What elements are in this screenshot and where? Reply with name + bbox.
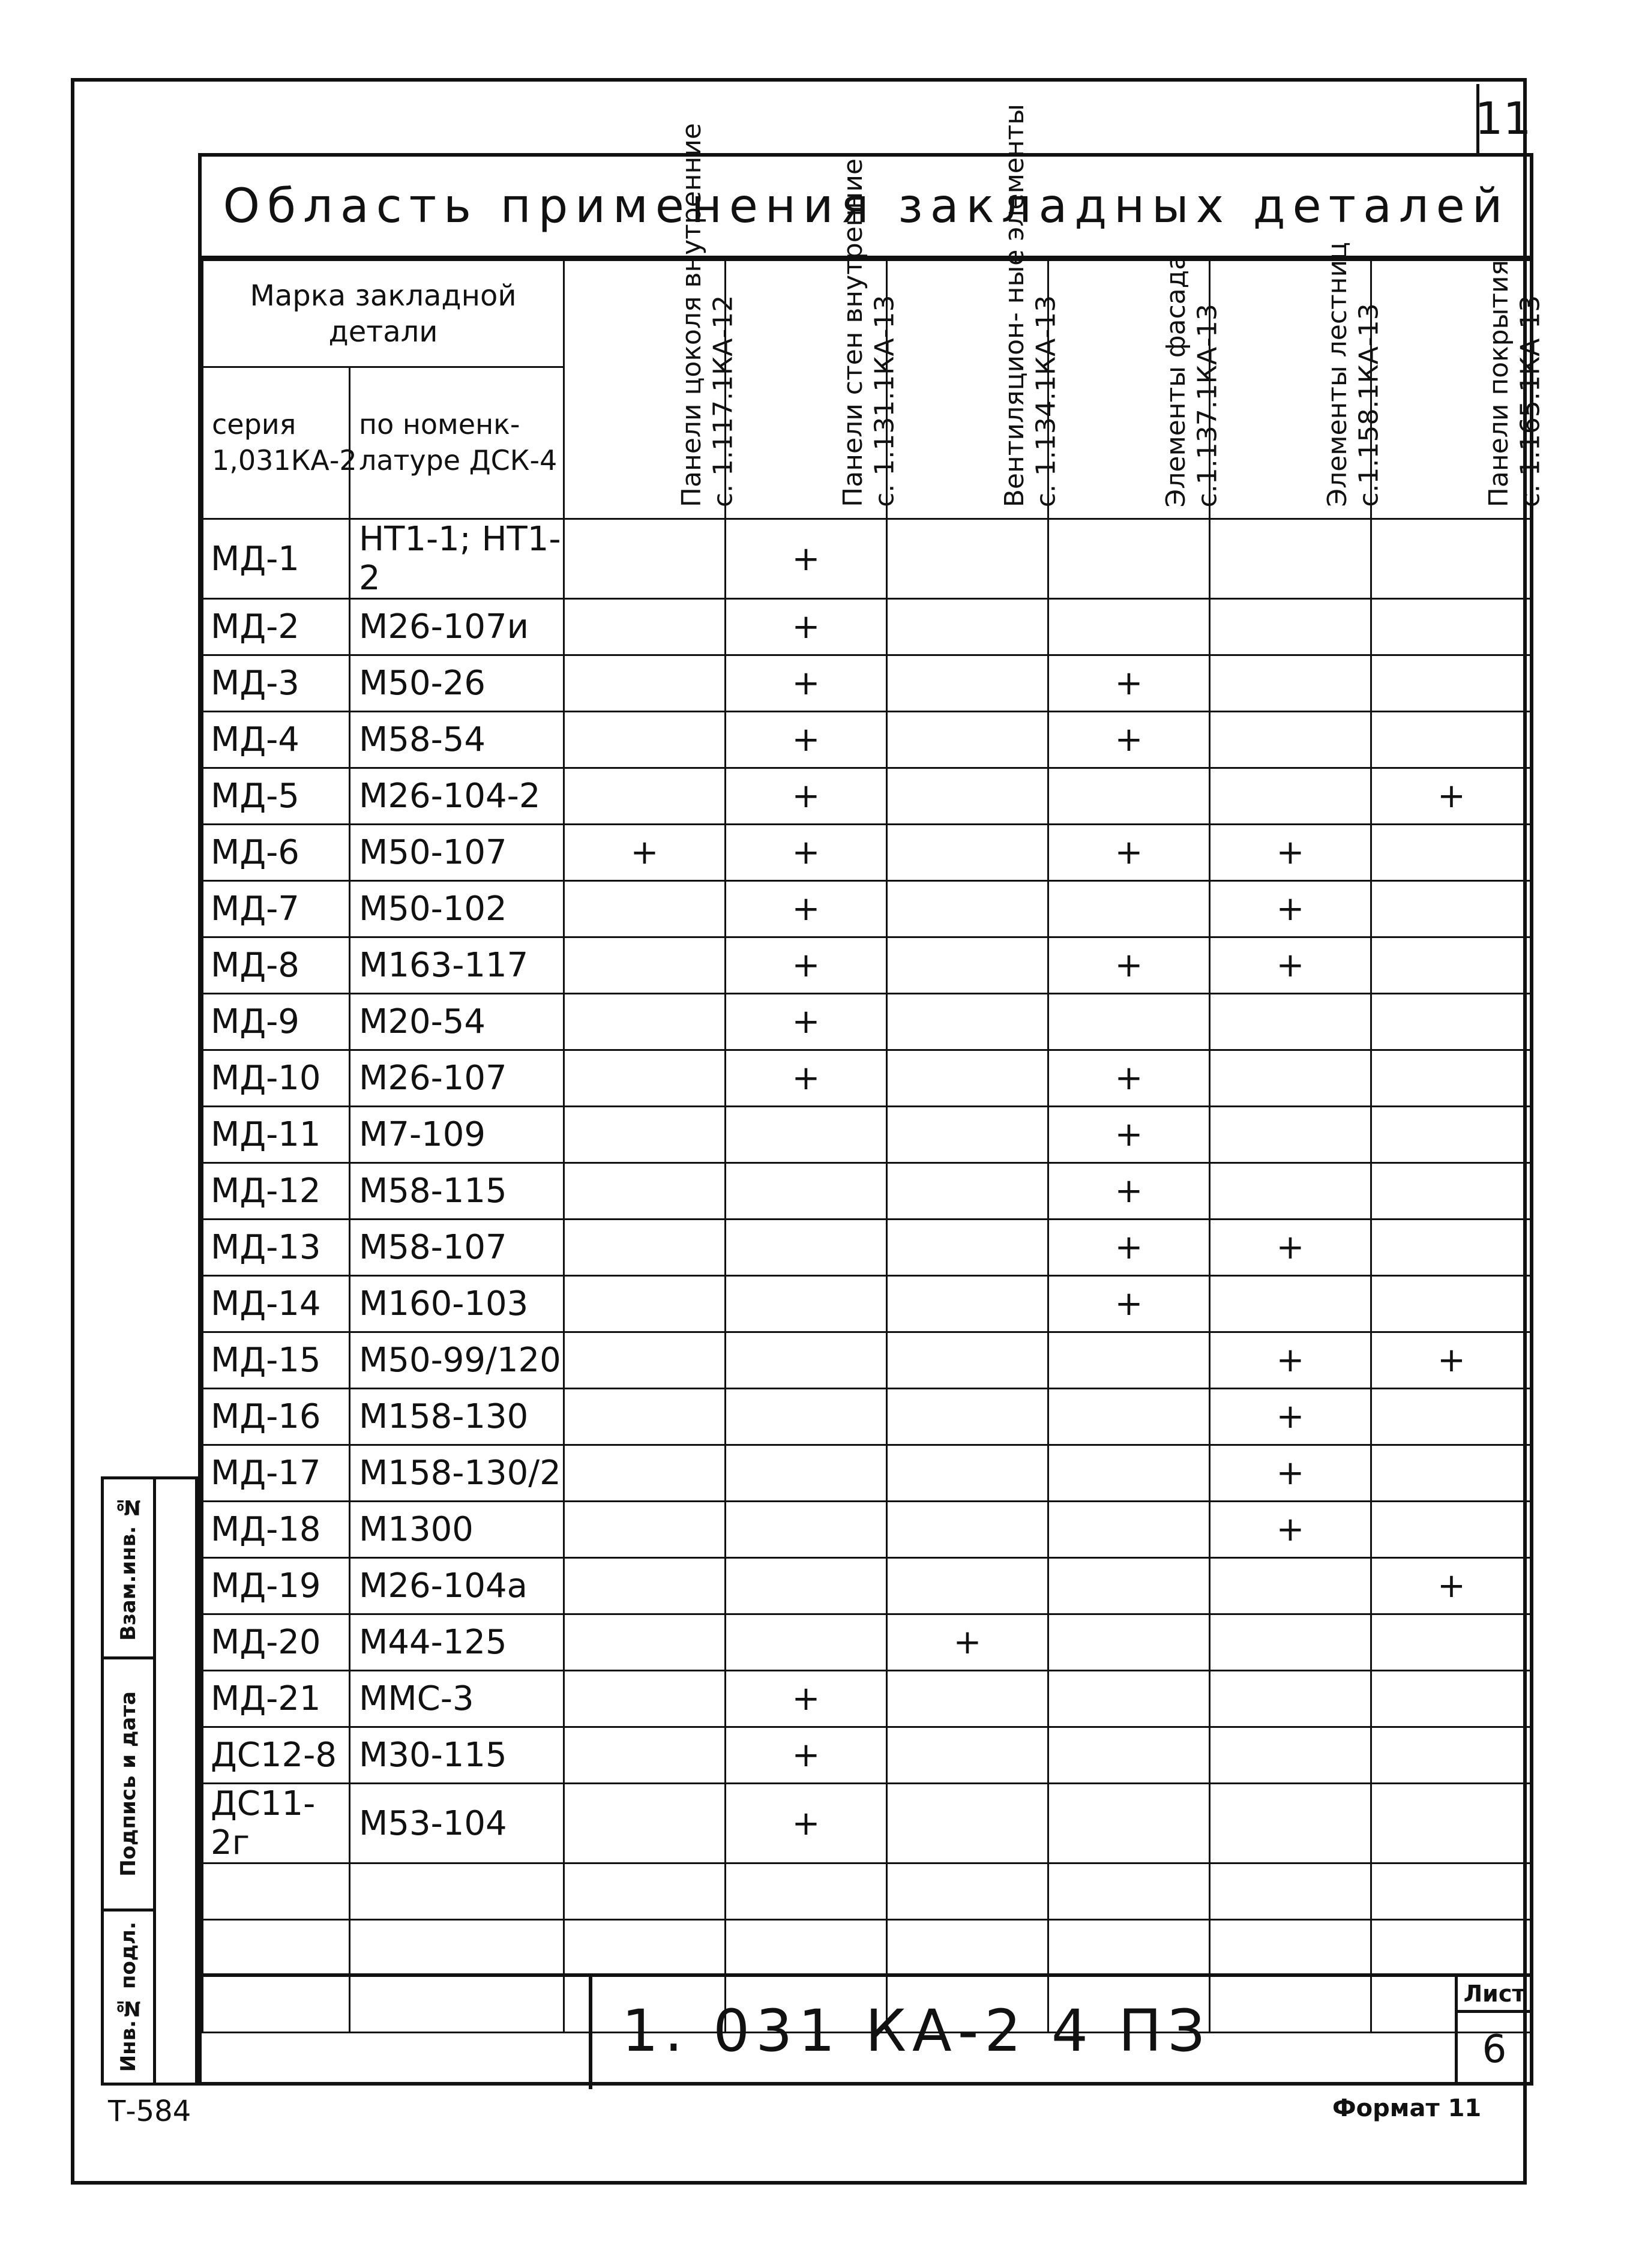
col-header-2: Вентиляцион- ные элементы с. 1.134.1КА-13 xyxy=(887,260,1048,519)
usage-cell xyxy=(1210,1671,1371,1727)
nomenclature-cell: М163-117 xyxy=(350,937,564,994)
mark-cell: МД-7 xyxy=(203,881,350,937)
usage-cell xyxy=(1371,1614,1532,1671)
nomenclature-cell: М158-130 xyxy=(350,1389,564,1445)
usage-cell xyxy=(726,1163,887,1220)
usage-cell xyxy=(1048,599,1210,655)
usage-cell xyxy=(887,1920,1048,1976)
mark-cell: МД-9 xyxy=(203,994,350,1050)
mark-cell: МД-3 xyxy=(203,655,350,712)
usage-cell xyxy=(564,768,726,825)
usage-cell xyxy=(564,1727,726,1784)
usage-cell xyxy=(564,1107,726,1163)
usage-cell xyxy=(1371,881,1532,937)
usage-cell xyxy=(564,1784,726,1863)
usage-cell xyxy=(1371,1502,1532,1558)
nomenclature-cell: М58-54 xyxy=(350,712,564,768)
usage-cell xyxy=(1048,1920,1210,1976)
usage-cell xyxy=(887,768,1048,825)
usage-cell xyxy=(564,1389,726,1445)
mark-cell xyxy=(203,1863,350,1920)
mark-cell: МД-10 xyxy=(203,1050,350,1107)
usage-cell xyxy=(887,1502,1048,1558)
table-row xyxy=(203,1050,1532,1107)
usage-cell xyxy=(1048,881,1210,937)
nomenclature-cell: НТ1-1; НТ1-2 xyxy=(350,519,564,599)
table-row xyxy=(203,1107,1532,1163)
usage-cell xyxy=(1371,1107,1532,1163)
table-row xyxy=(203,519,1532,599)
sheet-number: 6 xyxy=(1455,2013,1531,2086)
usage-cell: + xyxy=(726,1671,887,1727)
table-row xyxy=(203,825,1532,881)
usage-cell xyxy=(1371,1671,1532,1727)
usage-cell xyxy=(1048,519,1210,599)
usage-cell xyxy=(1371,519,1532,599)
mark-cell: МД-2 xyxy=(203,599,350,655)
usage-cell: + xyxy=(564,825,726,881)
usage-cell: + xyxy=(726,712,887,768)
usage-cell: + xyxy=(1210,1502,1371,1558)
usage-cell xyxy=(1048,1445,1210,1502)
mark-cell: МД-15 xyxy=(203,1332,350,1389)
usage-cell: + xyxy=(726,881,887,937)
usage-cell: + xyxy=(726,994,887,1050)
usage-cell xyxy=(564,1163,726,1220)
nomenclature-cell: М58-107 xyxy=(350,1220,564,1276)
usage-cell xyxy=(887,881,1048,937)
mark-cell: МД-11 xyxy=(203,1107,350,1163)
usage-cell xyxy=(1371,712,1532,768)
table-row xyxy=(203,1920,1532,1976)
col-header-4: Элементы лестниц с.1.158.1КА-13 xyxy=(1210,260,1371,519)
usage-cell: + xyxy=(726,937,887,994)
usage-cell xyxy=(564,881,726,937)
usage-cell: + xyxy=(1048,1107,1210,1163)
usage-cell xyxy=(1210,994,1371,1050)
usage-cell xyxy=(887,1671,1048,1727)
usage-cell xyxy=(1210,1920,1371,1976)
replaced-inv-cell: Взам.инв. № xyxy=(104,1479,153,1659)
mark-cell: МД-5 xyxy=(203,768,350,825)
usage-cell: + xyxy=(1371,768,1532,825)
mark-cell: МД-8 xyxy=(203,937,350,994)
usage-cell xyxy=(887,1220,1048,1276)
usage-cell xyxy=(1210,1107,1371,1163)
usage-cell: + xyxy=(1048,937,1210,994)
usage-cell: + xyxy=(726,599,887,655)
table-row xyxy=(203,1389,1532,1445)
title-block-divider xyxy=(589,1977,592,2089)
usage-cell xyxy=(1371,937,1532,994)
usage-cell: + xyxy=(1210,1389,1371,1445)
usage-cell xyxy=(1210,1050,1371,1107)
mark-cell: МД-20 xyxy=(203,1614,350,1671)
mark-cell: МД-21 xyxy=(203,1671,350,1727)
mark-cell: ДС11-2г xyxy=(203,1784,350,1863)
usage-cell xyxy=(1210,1614,1371,1671)
nomenclature-cell: М158-130/2 xyxy=(350,1445,564,1502)
usage-cell: + xyxy=(1210,881,1371,937)
mark-cell xyxy=(203,1920,350,1976)
side-strip-divider xyxy=(153,1479,156,2083)
col-header-1: Панели стен внутренние с. 1.131.1КА-13 xyxy=(726,260,887,519)
nomenclature-cell: М50-99/120 xyxy=(350,1332,564,1389)
nomenclature-cell: М50-107 xyxy=(350,825,564,881)
usage-cell xyxy=(1371,1784,1532,1863)
usage-cell: + xyxy=(1210,1445,1371,1502)
nomenclature-cell: ММС-3 xyxy=(350,1671,564,1727)
usage-cell xyxy=(1210,519,1371,599)
usage-cell xyxy=(1210,1276,1371,1332)
table-row xyxy=(203,1863,1532,1920)
table-row xyxy=(203,1502,1532,1558)
usage-cell: + xyxy=(1048,1276,1210,1332)
table-row xyxy=(203,1671,1532,1727)
table-row xyxy=(203,768,1532,825)
usage-cell xyxy=(726,1863,887,1920)
usage-cell xyxy=(1371,994,1532,1050)
table-row xyxy=(203,881,1532,937)
table-row xyxy=(203,1727,1532,1784)
usage-cell xyxy=(887,599,1048,655)
usage-cell xyxy=(887,1784,1048,1863)
drawing-code: Т-584 xyxy=(108,2095,191,2128)
usage-cell xyxy=(726,1614,887,1671)
usage-cell xyxy=(726,1332,887,1389)
usage-cell xyxy=(887,519,1048,599)
usage-cell xyxy=(1048,768,1210,825)
usage-cell xyxy=(564,1863,726,1920)
page-title: Область применения закладных деталей xyxy=(202,157,1531,259)
usage-cell xyxy=(887,712,1048,768)
usage-cell xyxy=(887,1727,1048,1784)
usage-cell xyxy=(1371,1389,1532,1445)
usage-cell xyxy=(1210,1727,1371,1784)
usage-cell xyxy=(1210,1558,1371,1614)
usage-cell xyxy=(1371,1276,1532,1332)
usage-cell xyxy=(1371,1050,1532,1107)
usage-cell xyxy=(726,1558,887,1614)
usage-cell xyxy=(726,1502,887,1558)
usage-cell xyxy=(887,1863,1048,1920)
usage-cell xyxy=(564,519,726,599)
usage-cell xyxy=(887,1389,1048,1445)
usage-cell xyxy=(564,599,726,655)
series-header: серия 1,031КА-2 xyxy=(203,367,350,519)
table-row xyxy=(203,1614,1532,1671)
usage-cell xyxy=(887,1050,1048,1107)
table-row xyxy=(203,994,1532,1050)
usage-cell xyxy=(1371,1727,1532,1784)
nomenclature-cell: М50-26 xyxy=(350,655,564,712)
usage-cell: + xyxy=(1371,1332,1532,1389)
usage-cell xyxy=(1371,1220,1532,1276)
usage-cell xyxy=(1371,599,1532,655)
usage-cell xyxy=(1048,1389,1210,1445)
mark-cell: МД-17 xyxy=(203,1445,350,1502)
mark-cell: МД-1 xyxy=(203,519,350,599)
table-row xyxy=(203,1163,1532,1220)
mark-header: Марка закладной детали xyxy=(203,260,564,367)
usage-cell xyxy=(1048,1614,1210,1671)
mark-cell: МД-13 xyxy=(203,1220,350,1276)
nomenclature-cell: М50-102 xyxy=(350,881,564,937)
usage-cell xyxy=(564,1050,726,1107)
usage-cell xyxy=(887,1445,1048,1502)
usage-cell xyxy=(726,1107,887,1163)
mark-cell: ДС12-8 xyxy=(203,1727,350,1784)
usage-cell xyxy=(1048,1502,1210,1558)
usage-cell: + xyxy=(726,519,887,599)
table-row xyxy=(203,1276,1532,1332)
format-label: Формат 11 xyxy=(1332,2095,1482,2122)
usage-cell xyxy=(1048,1727,1210,1784)
usage-cell: + xyxy=(1048,1050,1210,1107)
usage-cell xyxy=(726,1445,887,1502)
nomenclature-cell: М53-104 xyxy=(350,1784,564,1863)
table-row xyxy=(203,712,1532,768)
usage-cell: + xyxy=(1210,1220,1371,1276)
usage-cell: + xyxy=(887,1614,1048,1671)
usage-cell xyxy=(1048,1332,1210,1389)
usage-cell: + xyxy=(726,1727,887,1784)
usage-cell xyxy=(1048,1863,1210,1920)
usage-cell: + xyxy=(1048,712,1210,768)
usage-cell: + xyxy=(1210,825,1371,881)
document-code: 1. 031 КА-2 4 ПЗ xyxy=(622,1997,1211,2065)
usage-cell xyxy=(726,1389,887,1445)
table-row xyxy=(203,937,1532,994)
usage-cell xyxy=(1371,1920,1532,1976)
usage-cell xyxy=(564,1276,726,1332)
usage-cell xyxy=(1210,1784,1371,1863)
usage-cell xyxy=(887,1276,1048,1332)
nomenclature-cell: М26-107и xyxy=(350,599,564,655)
usage-cell xyxy=(1048,1558,1210,1614)
mark-cell: МД-14 xyxy=(203,1276,350,1332)
nomenclature-cell xyxy=(350,1920,564,1976)
sheet-label: Лист xyxy=(1455,1977,1531,2013)
usage-cell xyxy=(887,1107,1048,1163)
usage-cell xyxy=(564,1558,726,1614)
nomenclature-cell: М44-125 xyxy=(350,1614,564,1671)
col-header-5: Панели покрытия с. 1.165.1КА-13 xyxy=(1371,260,1532,519)
table-row xyxy=(203,1784,1532,1863)
usage-cell xyxy=(887,1558,1048,1614)
usage-cell: + xyxy=(726,1050,887,1107)
usage-cell xyxy=(1210,712,1371,768)
usage-cell: + xyxy=(1048,825,1210,881)
title-block xyxy=(202,1973,1531,2086)
usage-cell: + xyxy=(726,1784,887,1863)
col-header-0: Панели цоколя внутренние с. 1.117.1КА-12 xyxy=(564,260,726,519)
usage-cell xyxy=(564,1502,726,1558)
usage-cell xyxy=(564,994,726,1050)
usage-cell: + xyxy=(1371,1558,1532,1614)
mark-cell: МД-19 xyxy=(203,1558,350,1614)
table-row xyxy=(203,599,1532,655)
usage-cell xyxy=(1048,1671,1210,1727)
nomenclature-header: по номенк- латуре ДСК-4 xyxy=(350,367,564,519)
usage-cell xyxy=(564,712,726,768)
usage-cell xyxy=(887,825,1048,881)
table-row xyxy=(203,1220,1532,1276)
left-side-strip xyxy=(101,1476,198,2086)
usage-cell xyxy=(1210,1863,1371,1920)
table-row xyxy=(203,1332,1532,1389)
nomenclature-cell xyxy=(350,1863,564,1920)
usage-cell xyxy=(1371,1863,1532,1920)
usage-cell xyxy=(564,937,726,994)
usage-cell: + xyxy=(1048,655,1210,712)
inv-orig-cell: Инв.№ подл. xyxy=(116,1922,140,2072)
usage-cell xyxy=(1048,994,1210,1050)
nomenclature-cell: М1300 xyxy=(350,1502,564,1558)
usage-cell xyxy=(1371,655,1532,712)
usage-cell xyxy=(564,1445,726,1502)
usage-cell xyxy=(564,655,726,712)
nomenclature-cell: М58-115 xyxy=(350,1163,564,1220)
usage-cell: + xyxy=(726,825,887,881)
usage-cell xyxy=(887,994,1048,1050)
sign-date-cell: Подпись и дата xyxy=(104,1659,153,1912)
mark-cell: МД-18 xyxy=(203,1502,350,1558)
usage-cell xyxy=(887,937,1048,994)
usage-cell: + xyxy=(726,768,887,825)
usage-cell: + xyxy=(726,655,887,712)
usage-cell xyxy=(726,1220,887,1276)
table-row xyxy=(203,1445,1532,1502)
mark-cell: МД-4 xyxy=(203,712,350,768)
usage-cell xyxy=(726,1920,887,1976)
usage-cell xyxy=(564,1220,726,1276)
usage-cell xyxy=(564,1671,726,1727)
usage-cell xyxy=(887,655,1048,712)
usage-cell xyxy=(564,1920,726,1976)
usage-cell xyxy=(1048,1784,1210,1863)
usage-cell xyxy=(1210,599,1371,655)
usage-cell: + xyxy=(1210,1332,1371,1389)
usage-cell xyxy=(564,1332,726,1389)
usage-cell xyxy=(1371,1163,1532,1220)
nomenclature-cell: М26-104-2 xyxy=(350,768,564,825)
nomenclature-cell: М7-109 xyxy=(350,1107,564,1163)
usage-cell xyxy=(1210,655,1371,712)
usage-cell xyxy=(887,1332,1048,1389)
nomenclature-cell: М30-115 xyxy=(350,1727,564,1784)
nomenclature-cell: М160-103 xyxy=(350,1276,564,1332)
usage-cell xyxy=(887,1163,1048,1220)
usage-cell xyxy=(1371,825,1532,881)
mark-cell: МД-16 xyxy=(203,1389,350,1445)
table-row xyxy=(203,655,1532,712)
nomenclature-cell: М26-104а xyxy=(350,1558,564,1614)
col-header-3: Элементы фасада с.1.137.1КА-13 xyxy=(1048,260,1210,519)
usage-cell xyxy=(564,1614,726,1671)
usage-cell: + xyxy=(1210,937,1371,994)
mark-cell: МД-6 xyxy=(203,825,350,881)
nomenclature-cell: М26-107 xyxy=(350,1050,564,1107)
table-row xyxy=(203,1558,1532,1614)
usage-cell xyxy=(1210,1163,1371,1220)
usage-cell xyxy=(1210,768,1371,825)
usage-cell xyxy=(726,1276,887,1332)
usage-cell: + xyxy=(1048,1220,1210,1276)
mark-cell: МД-12 xyxy=(203,1163,350,1220)
corner-page-number: 11 xyxy=(1476,84,1527,156)
nomenclature-cell: М20-54 xyxy=(350,994,564,1050)
usage-cell: + xyxy=(1048,1163,1210,1220)
usage-cell xyxy=(1371,1445,1532,1502)
